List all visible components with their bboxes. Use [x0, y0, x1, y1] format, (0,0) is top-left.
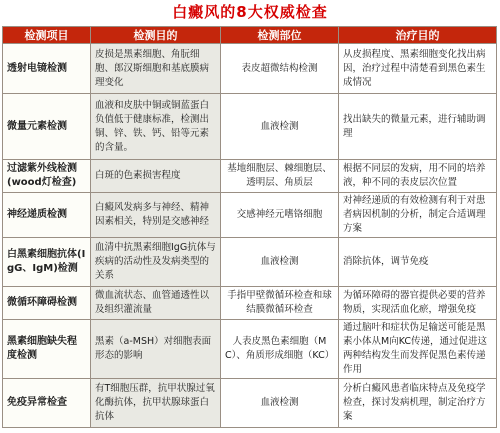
row-name: 过滤紫外线检测(wood灯检查) — [3, 160, 91, 193]
row-site: 手指甲壁微循环检查和球结膜微循环检查 — [221, 287, 339, 320]
row-site: 交感神经元嗜铬细胞 — [221, 193, 339, 238]
header-site: 检测部位 — [221, 27, 339, 44]
header-purpose: 检测目的 — [91, 27, 221, 44]
table-row — [3, 320, 497, 379]
table-row — [3, 193, 497, 238]
row-purpose: 皮损是黑素细胞、角朊细胞、郎汉斯细胞和基底膜病理变化 — [91, 44, 221, 94]
row-site: 血液检测 — [221, 238, 339, 287]
row-name: 微量元素检测 — [3, 94, 91, 160]
row-goal: 从皮损程度、黑素细胞变化找出病因，治疗过程中清楚看到黑色素生成情况 — [339, 44, 497, 94]
row-goal: 根据不同层的发病，用不同的培养液，种不同的表皮层次位置 — [339, 160, 497, 193]
table-row — [3, 94, 497, 160]
header-item: 检测项目 — [3, 27, 91, 44]
row-site: 血液检测 — [221, 94, 339, 160]
row-name: 微循环障碍检测 — [3, 287, 91, 320]
row-name: 透射电镜检测 — [3, 44, 91, 94]
row-purpose: 血液和皮肤中铜或铜蓝蛋白负值低于健康标准，检测出铜、锌、铁、钙、铅等元素的含量。 — [91, 94, 221, 160]
row-goal: 消除抗体，调节免疫 — [339, 238, 497, 287]
row-site: 人表皮黑色素细胞（MC）、角质形成细胞（KC） — [221, 320, 339, 379]
row-purpose: 有T细胞压群，抗甲状腺过氧化酶抗体，抗甲状腺球蛋白抗体 — [91, 379, 221, 428]
table-row — [3, 238, 497, 287]
table-row — [3, 287, 497, 320]
row-name: 免疫异常检查 — [3, 379, 91, 428]
row-goal: 通过脑叶和症状伪足输送可能是黑素小体从M向KC传递，通过促进这两种结构发生而发挥促黑色素传递作用 — [339, 320, 497, 379]
row-name: 神经递质检测 — [3, 193, 91, 238]
row-purpose: 微血流状态、血管通透性以及组织灌流量 — [91, 287, 221, 320]
row-site: 表皮超微结构检测 — [221, 44, 339, 94]
row-purpose: 血清中抗黑素细胞IgG抗体与疾病的活动性及发病类型的关系 — [91, 238, 221, 287]
table-row — [3, 160, 497, 193]
header-goal: 治疗目的 — [339, 27, 497, 44]
table-row — [3, 44, 497, 94]
row-purpose: 黑素（a-MSH）对细胞表面形态的影响 — [91, 320, 221, 379]
table-row — [3, 379, 497, 428]
row-goal: 对神经递质的有效检测有利于对患者病因机制的分析，制定合适调理方案 — [339, 193, 497, 238]
row-site: 血液检测 — [221, 379, 339, 428]
table-header-row — [3, 27, 497, 44]
row-goal: 为循环障碍的器官提供必要的营养物质，实现活血化瘀，增强免疫 — [339, 287, 497, 320]
page-title: 白癜风的8大权威检查 — [172, 3, 328, 21]
row-goal: 分析白癜风患者临床特点及免疫学检查，探讨发病机理，制定治疗方案 — [339, 379, 497, 428]
examination-table — [2, 26, 497, 428]
row-purpose: 白癜风发病多与神经、精神因素相关，特别是交感神经 — [91, 193, 221, 238]
row-goal: 找出缺失的微量元素，进行辅助调理 — [339, 94, 497, 160]
row-purpose: 白斑的色素损害程度 — [91, 160, 221, 193]
row-name: 白黑素细胞抗体(IgG、IgM)检测 — [3, 238, 91, 287]
row-site: 基地细胞层、棘细胞层、透明层、角质层 — [221, 160, 339, 193]
row-name: 黑素细胞缺失程度检测 — [3, 320, 91, 379]
